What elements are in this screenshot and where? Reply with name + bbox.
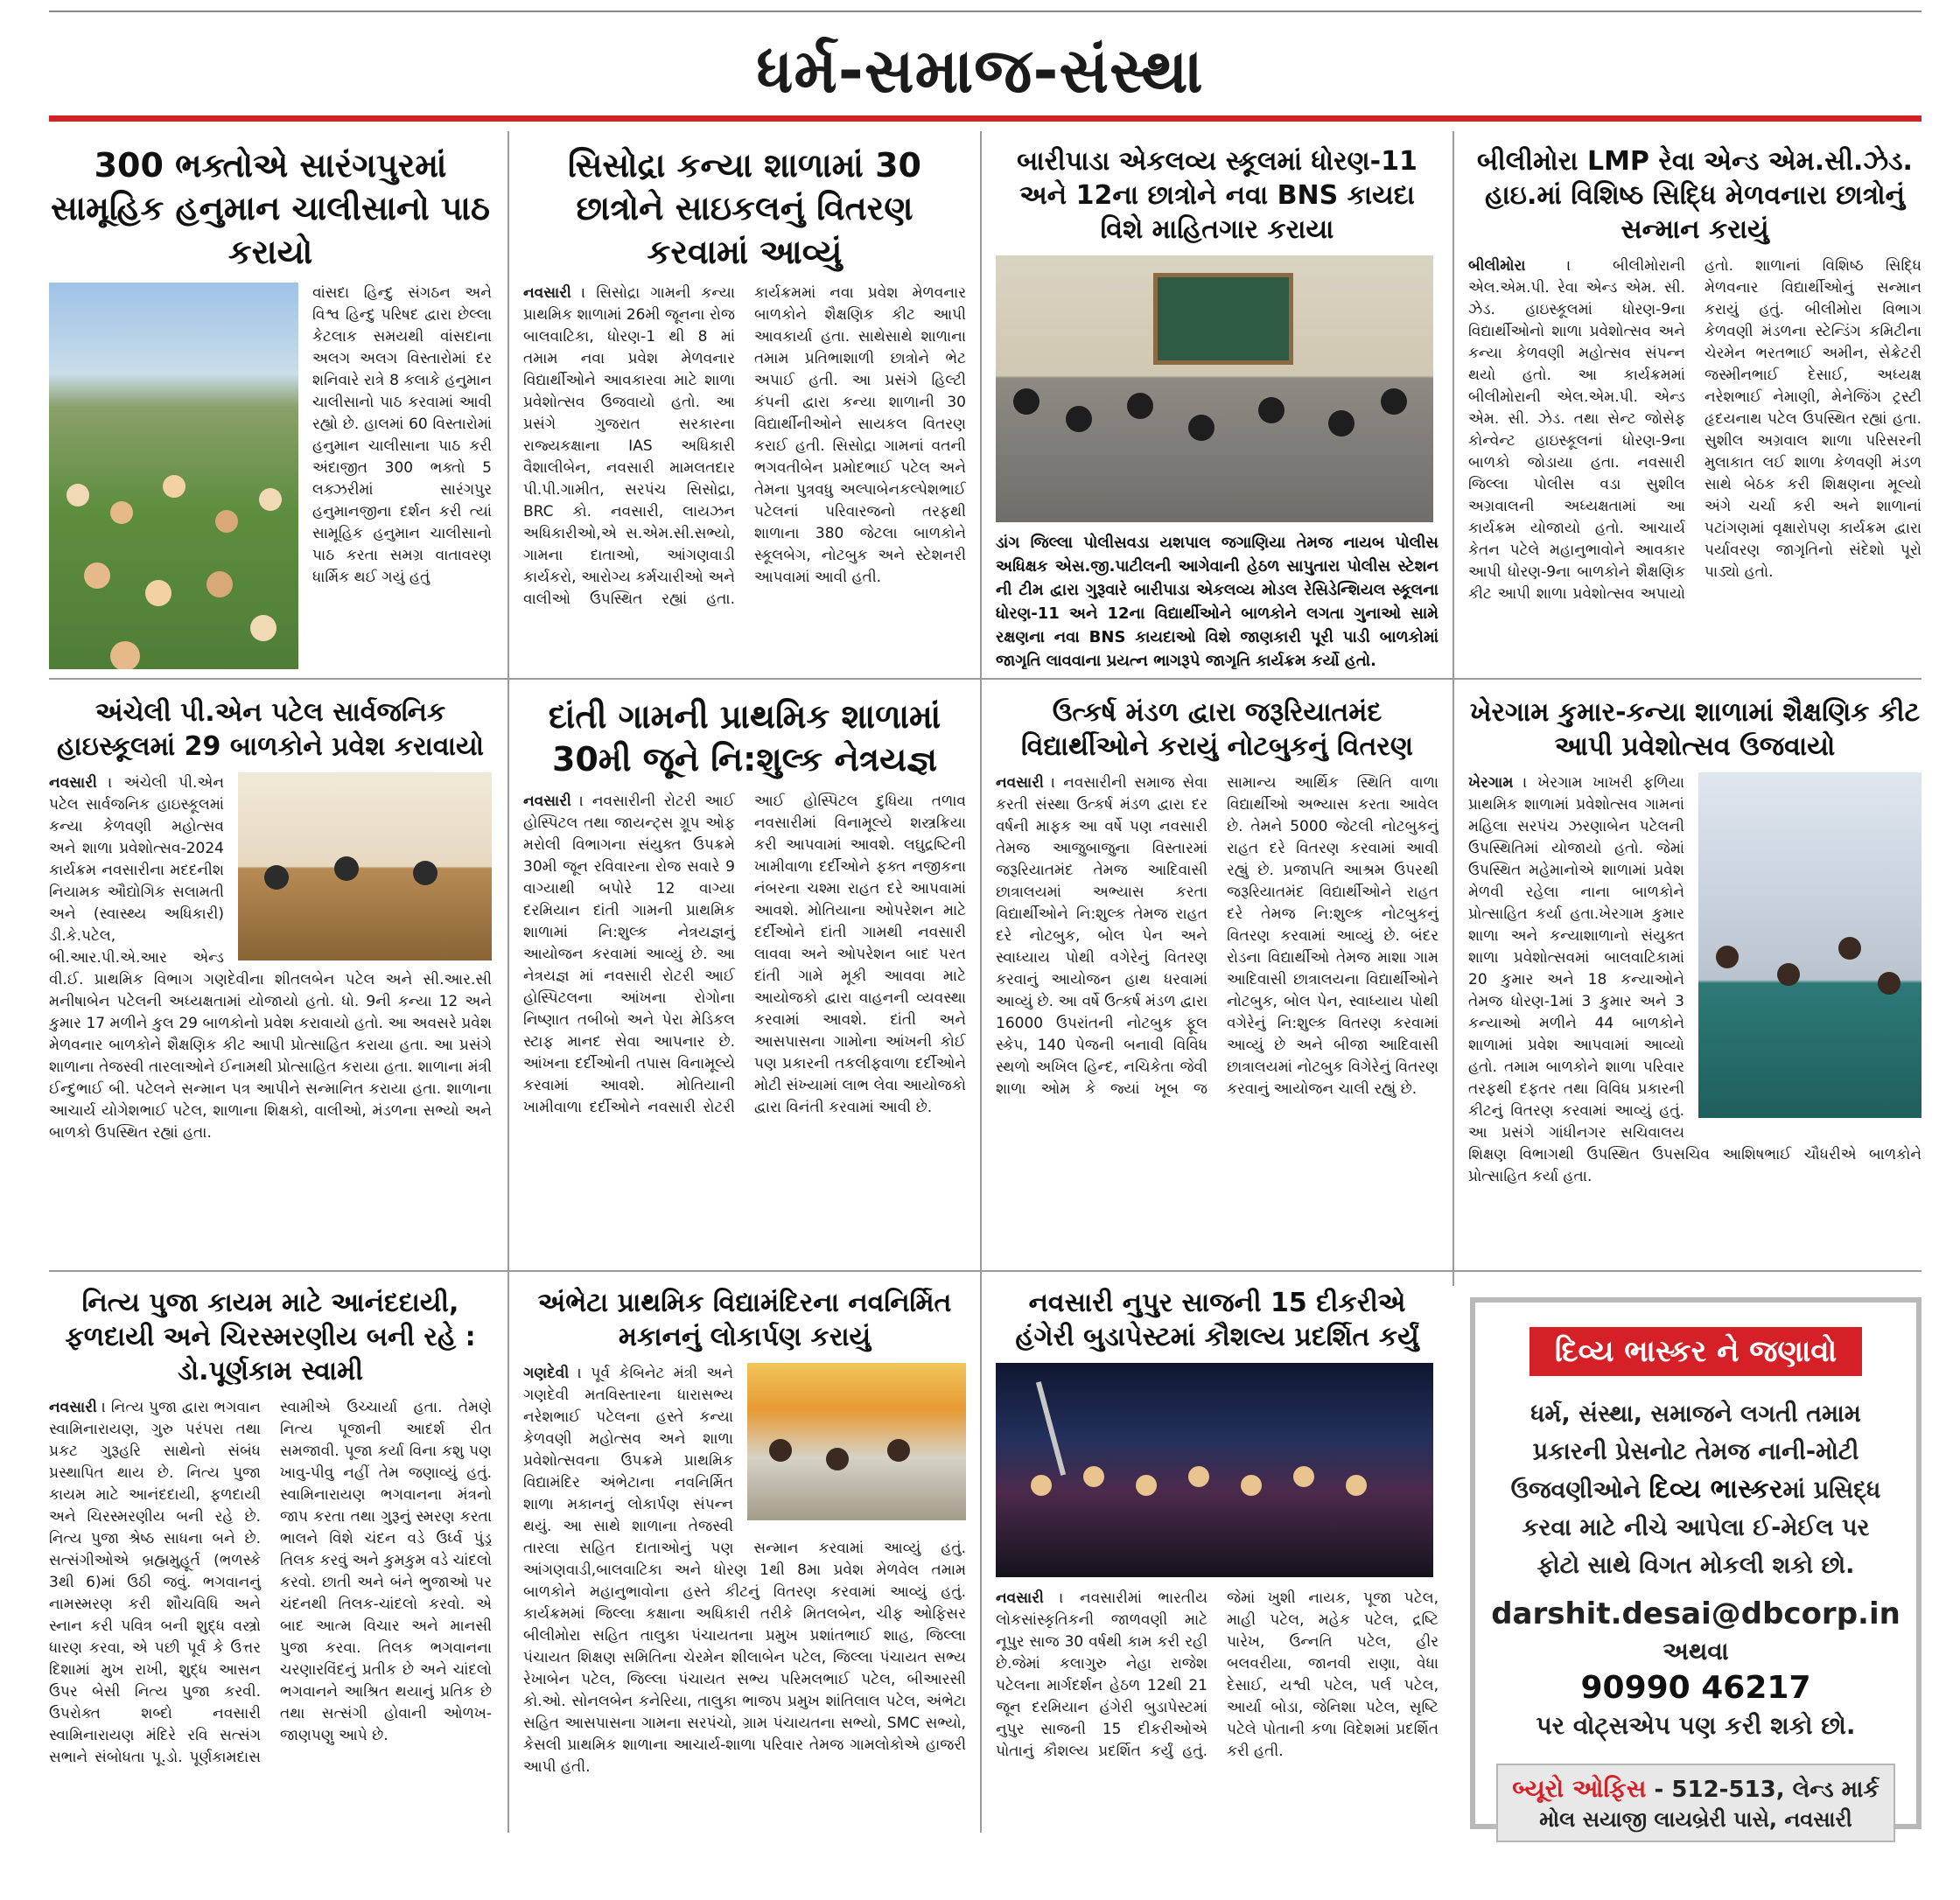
dateline: નવસારી: [523, 792, 571, 810]
article-text: નવસારીની સમાજ સેવા કરતી સંસ્થા ઉત્કર્ષ મંડળ દ્વારા દર વર્ષની માફક આ વર્ષે પણ નવસારી તેમજ આજુબાજુના વિસ્તારમાં જરૂરિયાતમંદ તેમજ આદિવાસી છાત્રાલયમાં અભ્યાસ કરતા વિદ્યાર્થીઓને નિ:શુલ્ક તેમજ રાહત દરે નોટબુક, બોલ પેન અને સ્વાધ્યાય પોથી વગેરેનું વિતરણ કરવાનું આયોજન હાથ ધરવામાં આવ્યું છે. આ વર્ષે ઉત્કર્ષ મંડળ દ્વારા 16000 ઉપરાંતની નોટબુક ફૂલ સ્કેપ, 140 પેજની બનાવી વિવિધ સ્થળો અખિલ હિન્દ, નચિકેતા જેવી શાળા ઓમ કે જ્યાં ખૂબ જ સામાન્ય આર્થિક સ્થિતિ વાળા વિદ્યાર્થીઓ અભ્યાસ કરતા આવેલ છે. તેમને 5000 જેટલી નોટબુકનું રાહત દરે વિતરણ કરવામાં આવી રહ્યું છે. પ્રજાપતિ આશ્રમ ઉપરથી જરૂરિયાતમંદ વિદ્યાર્થીઓને રાહત દરે તેમજ નિ:શુલ્ક નોટબુકનું વિતરણ કરવામાં આવ્યું છે. બંદર રોડના વિદ્યાર્થીઓ તેમજ માશા ગામ આદિવાસી છાત્રાલયના વિદ્યાર્થીઓને નોટબુક, બોલ પેન, સ્વાધ્યાય પોથી વગેરેનું નિ:શુલ્ક વિતરણ કરવામાં આવ્યું છે અને બીજા આદિવાસી છાત્રાલયમાં નોટબુક વિગેરેનું વિતરણ કરવાનું આયોજન ચાલી રહ્યું છે.: [996, 774, 1438, 1098]
promo-text-1: ધર્મ, સંસ્થા, સમાજને લગતી તમામ પ્રકારની પ્રેસનોટ તેમજ નાની-મોટી ઉજવણીઓને: [1510, 1401, 1861, 1504]
article-body: ખેરગામ । ખેરગામ ખાખરી ફળિયા પ્રાથમિક શાળામાં પ્રવેશોત્સવ ગામનાં મહિલા સરપંચ ઝરણાબેન પટેલની ઉપસ્થિતિમાં યોજાયો હતો. જેમાં ઉપસ્થિત મહેમાનોએ શાળામાં પ્રવેશ મેળવી રહેલા નાના બાળકોને પ્રોત્સાહિત કર્યા હતા.ખેરગામ કુમાર શાળા અને કન્યાશાળાનો સંયુક્ત શાળા પ્રવેશોત્સવમાં બાલવાટિકામાં 20 કુમાર અને 18 કન્યાઓને તેમજ ધોરણ-1માં 3 કુમાર અને 3 કન્યાઓ મળીને 44 બાળકોને શાળામાં પ્રવેશ આપવામાં આવ્યો હતો. તમામ બાળકોને શાળા પરિવાર તરફથી દફતર તથા વિવિધ પ્રકારની કીટનું વિતરણ કરવામાં આવ્યું હતું. આ પ્રસંગે ગાંધીનગર સચિવાલય શિક્ષણ વિભાગથી ઉપસ્થિત ઉપસચિવ આશિષભાઈ ચૌધરીએ બાળકોને પ્રોત્સાહિત કર્યા હતા.: [1468, 774, 1922, 1185]
row-rule: [49, 678, 1922, 680]
article-text: પૂર્વ કેબિનેટ મંત્રી અને ગણદેવી મતવિસ્તારના ધારાસભ્ય નરેશભાઈ પટેલના હસ્તે કન્યા કેળવણી મહોત્સવ અને શાળા પ્રવેશોત્સવના ઉપક્રમે પ્રાથમિક વિદ્યામંદિર અંભેટાના નવનિર્મિત શાળા મકાનનું લોકાર્પણ સંપન્ન થયું. આ સાથે શાળાના તેજસ્વી તારલા સહિત દાતાઓનું પણ સન્માન કરવામાં આવ્યું હતું. આંગણવાડી,બાલવાટિકા અને ધોરણ 1થી 8મા પ્રવેશ મેળવેલ તમામ બાળકોને મહાનુભાવોના હસ્તે કીટનું વિતરણ કરવામાં આવ્યું હતું. કાર્યક્રમમાં જિલ્લા કક્ષાના અધિકારી તરીકે મિતલબેન, ચીફ ઓફિસર બીલીમોરા સહિત તાલુકા પંચાયતના પ્રમુખ પ્રશાંતભાઈ શાહ, જિલ્લા પંચાયત શિક્ષણ સમિતિના ચેરમેન શીલાબેન પટેલ, જિલ્લા પંચાયત સભ્ય રેખાબેન પટેલ, જિલ્લા પંચાયત સભ્ય પરિમલભાઈ પટેલ, બીઆરસી કો.ઓ. સોનલબેન કનેરિયા, તાલુકા ભાજપ પ્રમુખ શાંતિલાલ પટેલ, અંભેટા સહિત આસપાસના ગામના સરપંચો, ગ્રામ પંચાયતના સભ્યો, SMC સભ્યો, કેસલી પ્રાથમિક શાળાના આચાર્ય-શાળા પરિવાર તેમજ ગામલોકોએ હાજરી આપી હતી.: [523, 1365, 966, 1776]
article-body: વાંસદા હિન્દુ સંગઠન અને વિશ્વ હિન્દુ પરિષદ દ્વારા છેલ્લા કેટલાક સમયથી વાંસદાના અલગ અલગ વિસ્તારોમાં દર શનિવારે રાત્રે 8 કલાકે હનુમાન ચાલીસાનો પાઠ કરવામાં આવી રહ્યો છે. હાલમાં 60 વિસ્તારોમાં હનુમાન ચાલીસાના પાઠ કરી અંદાજીત 300 ભક્તો 5 લક્ઝરીમાં સારંગપુર હનુમાનજીના દર્શન કરી ત્યાં સામૂહિક હનુમાન ચાલીસાનો પાઠ કરતા સમગ્ર વાતાવરણ ધાર્મિક થઈ ગયું હતું: [312, 284, 492, 587]
article-headline: બીલીમોરા LMP રેવા એન્ડ એમ.સી.ઝેડ. હાઇ.માં વિશિષ્ઠ સિદ્ધિ મેળવનારા છાત્રોનું સન્માન કરાયું: [1477, 146, 1913, 245]
article-text: નવસારીની રોટરી આઈ હોસ્પિટલ તથા જાયન્ટ્સ ગ્રૂપ ઓફ મરોલી વિભાગના સંયુક્ત ઉપક્રમે 30મી જૂન રવિવારના રોજ સવારે 9 વાગ્યાથી બપોરે 12 વાગ્યા દરમિયાન દાંતી ગામની પ્રાથમિક શાળામાં નિ:શુલ્ક નેત્રયજ્ઞનું આયોજન કરવામાં આવ્યું છે. આ નેત્રયજ્ઞ માં નવસારી રોટરી આઈ હોસ્પિટલના આંખના રોગોના નિષ્ણાત તબીબો અને પેરા મેડિકલ સ્ટાફ માનદ સેવા આપનાર છે. આંખના દર્દીઓની તપાસ વિનામૂલ્યે કરવામાં આવશે. મોતિયાની ખામીવાળા દર્દીઓને નવસારી રોટરી આઈ હોસ્પિટલ દુધિયા તળાવ નવસારીમાં વિનામૂલ્યે શસ્ત્રક્રિયા કરી આપવામાં આવશે. લઘુદ્રષ્ટિની ખામીવાળા દર્દીઓને ફક્ત નજીકના નંબરના ચશ્મા રાહત દરે આપવામાં આવશે. મોતિયાના ઓપરેશન માટે દર્દીઓને દાંતી ગામથી નવસારી લાવવા અને ઓપરેશન બાદ પરત દાંતી ગામે મૂકી આવવા માટે આયોજકો દ્વારા વાહનની વ્યવસ્થા કરવામાં આવશે. દાંતી અને આસપાસના ગામોના આંખની કોઈ પણ પ્રકારની તકલીફવાળા દર્દીઓને મોટી સંખ્યામાં લાભ લેવા આયોજકો દ્વારા વિનંતી કરવામાં આવી છે.: [523, 792, 966, 1116]
promo-whatsapp: પર વોટ્સએપ પણ કરી શકો છો.: [1536, 1711, 1856, 1740]
article-headline: દાંતી ગામની પ્રાથમિક શાળામાં 30મી જૂને નિ:શુલ્ક નેત્રયજ્ઞ: [548, 697, 942, 779]
section-title: ધર્મ-સમાજ-સંસ્થા: [756, 35, 1204, 107]
article-photo: [49, 283, 298, 669]
article-danti: [523, 695, 966, 1260]
column-rule: [1452, 131, 1454, 1286]
article-headline: 300 ભક્તોએ સારંગપુરમાં સામૂહિક હનુમાન ચાલીસાનો પાઠ કરાયો: [50, 146, 491, 271]
article-photo: [747, 1363, 966, 1520]
article-nitya-puja: [49, 1286, 492, 1846]
article-headline: નિત્ય પુજા કાયમ માટે આનંદદાયી, ફળદાયી અને ચિરસ્મરણીય બની રહે : ડો.પૂર્ણકામ સ્વામી: [65, 1288, 476, 1387]
article-body: નવસારી । સિસોદ્રા ગામની કન્યા પ્રાથમિક શાળામાં 26મી જૂનના રોજ બાલવાટિકા, ધોરણ-1 થી 8 માં તમામ નવા પ્રવેશ મેળવનાર વિદ્યાર્થીઓને આવકારવા માટે શાળા પ્રવેશોત્સવ ઉજવાયો હતો. આ પ્રસંગે ગુજરાત સરકારના રાજ્યકક્ષાના IAS અધિકારી વૈશાલીબેન, નવસારી મામલતદાર પી.પી.ગામીત, સરપંચ સિસોદ્રા, BRC કો. નવસારી, લાયઝન અધિકારીઓ,એ સ.એમ.સી.સભ્યો, ગામના દાતાઓ, આંગણવાડી કાર્યકરો, આરોગ્ય કર્મચારીઓ અને વાલીઓ ઉપસ્થિત રહ્યાં હતા. કાર્યક્રમમાં નવા પ્રવેશ મેળવનાર બાળકોને શૈક્ષણિક કીટ આપી આવકાર્યા હતા. સાથેસાથે શાળાના તમામ પ્રતિભાશાળી છાત્રોને ભેટ અપાઈ હતી. આ પ્રસંગે હિલ્ટી કંપની દ્વારા કન્યા શાળાની 30 વિદ્યાર્થીનીઓને સાયકલ વિતરણ કરાઈ હતી. સિસોદ્રા ગામનાં વતની ભગવતીબેન પ્રમોદભાઈ પટેલ અને તેમના પુત્રવધુ અલ્પાબેનકલ્પેશભાઈ પટેલનાં પરિવારજનો તરફથી શાળાના 380 જેટલા બાળકોને સ્કૂલબેગ, નોટબુક અને સ્ટેશનરી આપવામાં આવી હતી.: [523, 284, 966, 609]
article-headline: અંભેટા પ્રાથમિક વિદ્યામંદિરના નવનિર્મિત મકાનનું લોકાર્પણ કરાયું: [537, 1288, 952, 1352]
promo-brand: દિવ્ય ભાસ્કર: [1648, 1474, 1783, 1505]
event-figures: [747, 1426, 966, 1520]
article-body: નવસારી । અંચેલી પી.એન પટેલ સાર્વજનિક હાઇસ્કૂલમાં કન્યા કેળવણી મહોત્સવ અને શાળા પ્રવેશોત્સવ-2024 કાર્યક્રમ નવસારીના મદદનીશ નિયામક ઔદ્યોગિક સલામતી અને (સ્વાસ્થ્ય અધિકારી) ડી.કે.પટેલ, બી.આર.પી.એ.આર એન્ડ વી.ઈ. પ્રાથમિક વિભાગ ગણદેવીના શીતલબેન પટેલ અને સી.આર.સી મનીષાબેન પટેલની અધ્યક્ષતામાં યોજાયો હતો. ધો. 9ની કન્યા 12 અને કુમાર 17 મળીને કુલ 29 બાળકોનો પ્રવેશ કરાવાયો હતો. આ અવસરે પ્રવેશ મેળવનાર બાળકોને શૈક્ષણિક કીટ આપી પ્રોત્સાહિત કરાયા હતા. આ પ્રસંગે શાળાના તેજસ્વી તારલાઓને ઈનામથી પ્રોત્સાહિત કરાયા હતા. શાળાના મંત્રી ઈન્દુભાઈ બી. પટેલને સન્માન પત્ર આપીને સન્માનિત કરાયા હતા. શાળાના આચાર્ય યોગેશભાઈ પટેલ, શાળાના શિક્ષકો, વાલીઓ, મંડળના સભ્યો અને બાળકો ઉપસ્થિત રહ્યાં હતા.: [49, 774, 492, 1142]
article-body: બીલીમોરા । બીલીમોરાની એલ.એમ.પી. રેવા એન્ડ એમ. સી. ઝેડ. હાઇસ્કૂલમાં ધોરણ-9ના વિદ્યાર્થીઓનો શાળા પ્રવેશોત્સવ અને કન્યા કેળવણી મહોત્સવ સંપન્ન થયો હતો. આ કાર્યક્રમમાં બીલીમોરાની એલ.એમ.પી. એન્ડ એમ. સી. ઝેડ. તથા સેન્ટ જોસેફ કોન્વેન્ટ હાઇસ્કૂલનાં ધોરણ-9ના બાળકો જોડાયા હતા. નવસારી જિલ્લા પોલીસ વડા સુશીલ અગ્રવાલની અધ્યક્ષતામાં આ કાર્યક્રમ યોજાયો હતો. આચાર્ય કેતન પટેલે મહાનુભાવોને આવકાર આપી ધોરણ-9ના બાળકોને શૈક્ષણિક કીટ આપી શાળા પ્રવેશોત્સવ અપાયો હતો. શાળાનાં વિશિષ્ઠ સિદ્ધિ મેળવનાર વિદ્યાર્થીઓનું સન્માન કરાયું હતું. બીલીમોરા વિભાગ કેળવણી મંડળના સ્ટેન્ડિંગ કમિટીના ચેરમેન ભરતભાઈ અમીન, સેક્રેટરી જસ્મીનભાઈ દેસાઈ, અધ્યક્ષ નરેશભાઈ નેમાણી, મેનેજિંગ ટ્રસ્ટી હૃદયનાથ પટેલ ઉપસ્થિત રહ્યાં હતા. સુશીલ અગ્રવાલ શાળા પરિસરની મુલાકાત લઈ શાળા કેળવણી મંડળ સાથે બેઠક કરી શિક્ષણના મૂલ્યો અંગે ચર્ચા કરી અને શાળાનાં પટાંગણમાં વૃક્ષારોપણ કાર્યક્રમ દ્વારા પર્યાવરણ જાગૃતિનો સંદેશો પૂરો પાડ્યો હતો.: [1468, 257, 1922, 603]
dateline: ગણદેવી: [523, 1365, 570, 1382]
dateline: નવસારી: [996, 1589, 1044, 1607]
promo-or: અથવા: [1662, 1637, 1729, 1666]
promo-phone[interactable]: 90990 46217: [1580, 1670, 1811, 1706]
crowd-figures: [49, 449, 298, 669]
promo-text: [1502, 1395, 1890, 1584]
article-nupur-saaj: [996, 1286, 1438, 1846]
bureau-line-2: મોલ સયાજી લાયબ્રેરી પાસે, નવસારી: [1539, 1807, 1852, 1832]
article-text: અંચેલી પી.એન પટેલ સાર્વજનિક હાઇસ્કૂલમાં કન્યા કેળવણી મહોત્સવ અને શાળા પ્રવેશોત્સવ-2024 કાર્યક્રમ નવસારીના મદદનીશ નિયામક ઔદ્યોગિક સલામતી અને (સ્વાસ્થ્ય અધિકારી) ડી.કે.પટેલ, બી.આર.પી.એ.આર એન્ડ વી.ઈ. પ્રાથમિક વિભાગ ગણદેવીના શીતલબેન પટેલ અને સી.આર.સી મનીષાબેન પટેલની અધ્યક્ષતામાં યોજાયો હતો. ધો. 9ની કન્યા 12 અને કુમાર 17 મળીને કુલ 29 બાળકોનો પ્રવેશ કરાવાયો હતો. આ અવસરે પ્રવેશ મેળવનાર બાળકોને શૈક્ષણિક કીટ આપી પ્રોત્સાહિત કરાયા હતા. આ પ્રસંગે શાળાના તેજસ્વી તારલાઓને ઈનામથી પ્રોત્સાહિત કરાયા હતા. શાળાના મંત્રી ઈન્દુભાઈ બી. પટેલને સન્માન પત્ર આપીને સન્માનિત કરાયા હતા. શાળાના આચાર્ય યોગેશભાઈ પટેલ, શાળાના શિક્ષકો, વાલીઓ, મંડળના સભ્યો અને બાળકો ઉપસ્થિત રહ્યાં હતા.: [49, 774, 492, 1142]
article-body: નવસારી । નવસારીની સમાજ સેવા કરતી સંસ્થા ઉત્કર્ષ મંડળ દ્વારા દર વર્ષની માફક આ વર્ષે પણ નવસારી તેમજ આજુબાજુના વિસ્તારમાં જરૂરિયાતમંદ તેમજ આદિવાસી છાત્રાલયમાં અભ્યાસ કરતા વિદ્યાર્થીઓને નિ:શુલ્ક તેમજ રાહત દરે નોટબુક, બોલ પેન અને સ્વાધ્યાય પોથી વગેરેનું વિતરણ કરવાનું આયોજન હાથ ધરવામાં આવ્યું છે. આ વર્ષે ઉત્કર્ષ મંડળ દ્વારા 16000 ઉપરાંતની નોટબુક ફૂલ સ્કેપ, 140 પેજની બનાવી વિવિધ સ્થળો અખિલ હિન્દ, નચિકેતા જેવી શાળા ઓમ કે જ્યાં ખૂબ જ સામાન્ય આર્થિક સ્થિતિ વાળા વિદ્યાર્થીઓ અભ્યાસ કરતા આવેલ છે. તેમને 5000 જેટલી નોટબુકનું રાહત દરે વિતરણ કરવામાં આવી રહ્યું છે. પ્રજાપતિ આશ્રમ ઉપરથી જરૂરિયાતમંદ વિદ્યાર્થીઓને રાહત દરે તેમજ નિ:શુલ્ક નોટબુકનું વિતરણ કરવામાં આવ્યું છે. બંદર રોડના વિદ્યાર્થીઓ તેમજ માશા ગામ આદિવાસી છાત્રાલયના વિદ્યાર્થીઓને નોટબુક, બોલ પેન, સ્વાધ્યાય પોથી વગેરેનું નિ:શુલ્ક વિતરણ કરવામાં આવ્યું છે અને બીજા આદિવાસી છાત્રાલયમાં નોટબુક વિગેરેનું વિતરણ કરવાનું આયોજન ચાલી રહ્યું છે.: [996, 774, 1438, 1098]
promo-title: દિવ્ય ભાસ્કર ને જણાવો: [1530, 1327, 1862, 1376]
article-photo: [996, 1363, 1433, 1577]
hall-figures: [238, 848, 492, 960]
article-ambheta: [523, 1286, 966, 1846]
submission-promo: [1470, 1297, 1922, 1832]
article-ancheli: [49, 695, 492, 1260]
article-text: નિત્ય પુજા દ્વારા ભગવાન સ્વામિનારાયણ, ગુરુ પરંપરા તથા પ્રકટ ગુરૂહરિ સાથેનો સંબંધ પ્રસ્થાપિત થાય છે. નિત્ય પુજા કાયમ માટે આનંદદાયી, ફળદાયી અને ચિરસ્મરણીય બની રહે છે. નિત્ય પુજા શ્રેષ્ઠ સાધના બને છે. સત્સંગીઓએ બ્રહ્મમુહૂર્ત (ભળસ્કે 3થી 6)માં ઉઠી જવું. ભગવાનનું નામસ્મરણ કરી શૌચવિધિ અને સ્નાન કરી પવિત્ર બની શુદ્ધ વસ્ત્રો ધારણ કરવા, એ પછી પૂર્વ કે ઉત્તર દિશામાં મુખ રાખી, શુદ્ધ આસન ઉપર બેસી નિત્ય પુજા કરવી. ઉપરોક્ત શબ્દો નવસારી સ્વામિનારાયણ મંદિરે રવિ સત્સંગ સભાને સંબોધતા પૂ.ડો. પૂર્ણકામદાસ સ્વામીએ ઉચ્ચાર્યા હતા. તેમણે નિત્ય પૂજાની આદર્શ રીત સમજાવી. પૂજા કર્યા વિના કશુ પણ ખાવુ-પીવુ નહીં તેમ જણાવ્યું હતું. સ્વામિનારાયણ ભગવાનના મંત્રનો જાપ કરતા તથા ગુરૂનું સ્મરણ કરતા ભાલને વિશે ચંદન વડે ઉર્ધ્વ પુંડ્ર તિલક કરવું અને કુમકુમ વડે ચાંદલો કરવો. છાતી અને બંને ભુજાઓ પર ચંદનથી તિલક-ચાંદલો કરવો. એ બાદ આત્મ વિચાર અને માનસી પુજા કરવા. તિલક ભગવાનના ચરણારવિંદનું પ્રતીક છે અને ચાંદલો ભગવાનને આશ્રિત થયાનું પ્રતિક છે તથા સત્સંગી હોવાની ઓળખ-જાણપણુ આપે છે.: [49, 1399, 492, 1766]
article-headline: ઉત્કર્ષ મંડળ દ્વારા જરૂરિયાતમંદ વિદ્યાર્થીઓને કરાયું નોટબુકનું વિતરણ: [1020, 697, 1414, 762]
bureau-address-1: - 512-513, લેન્ડ માર્ક: [1654, 1777, 1880, 1803]
article-body: નવસારી । નવસારીની રોટરી આઈ હોસ્પિટલ તથા જાયન્ટ્સ ગ્રૂપ ઓફ મરોલી વિભાગના સંયુક્ત ઉપક્રમે 30મી જૂન રવિવારના રોજ સવારે 9 વાગ્યાથી બપોરે 12 વાગ્યા દરમિયાન દાંતી ગામની પ્રાથમિક શાળામાં નિ:શુલ્ક નેત્રયજ્ઞનું આયોજન કરવામાં આવ્યું છે. આ નેત્રયજ્ઞ માં નવસારી રોટરી આઈ હોસ્પિટલના આંખના રોગોના નિષ્ણાત તબીબો અને પેરા મેડિકલ સ્ટાફ માનદ સેવા આપનાર છે. આંખના દર્દીઓની તપાસ વિનામૂલ્યે કરવામાં આવશે. મોતિયાની ખામીવાળા દર્દીઓને નવસારી રોટરી આઈ હોસ્પિટલ દુધિયા તળાવ નવસારીમાં વિનામૂલ્યે શસ્ત્રક્રિયા કરી આપવામાં આવશે. લઘુદ્રષ્ટિની ખામીવાળા દર્દીઓને ફક્ત નજીકના નંબરના ચશ્મા રાહત દરે આપવામાં આવશે. મોતિયાના ઓપરેશન માટે દર્દીઓને દાંતી ગામથી નવસારી લાવવા અને ઓપરેશન બાદ પરત દાંતી ગામે મૂકી આવવા માટે આયોજકો દ્વારા વાહનની વ્યવસ્થા કરવામાં આવશે. દાંતી અને આસપાસના ગામોના આંખની કોઈ પણ પ્રકારની તકલીફવાળા દર્દીઓને મોટી સંખ્યામાં લાભ લેવા આયોજકો દ્વારા વિનંતી કરવામાં આવી છે.: [523, 792, 966, 1116]
article-headline: ખેરગામ કુમાર-કન્યા શાળામાં શૈક્ષણિક કીટ આપી પ્રવેશોત્સવ ઉજવાયો: [1469, 697, 1921, 762]
dateline: બીલીમોરા: [1468, 257, 1526, 275]
article-utkarsh: [996, 695, 1438, 1260]
article-headline: નવસારી નુપુર સાજની 15 દીકરીએ હંગેરી બુડાપેસ્ટમાં કૌશલ્ય પ્રદર્શિત કર્યું: [1015, 1288, 1419, 1352]
dateline: નવસારી: [523, 284, 571, 303]
article-photo: [996, 255, 1433, 522]
article-text: ખેરગામ ખાખરી ફળિયા પ્રાથમિક શાળામાં પ્રવેશોત્સવ ગામનાં મહિલા સરપંચ ઝરણાબેન પટેલની ઉપસ્થિતિમાં યોજાયો હતો. જેમાં ઉપસ્થિત મહેમાનોએ શાળામાં પ્રવેશ મેળવી રહેલા નાના બાળકોને પ્રોત્સાહિત કર્યા હતા.ખેરગામ કુમાર શાળા અને કન્યાશાળાનો સંયુક્ત શાળા પ્રવેશોત્સવમાં બાલવાટિકામાં 20 કુમાર અને 18 કન્યાઓને તેમજ ધોરણ-1માં 3 કુમાર અને 3 કન્યાઓ મળીને 44 બાળકોને શાળામાં પ્રવેશ આપવામાં આવ્યો હતો. તમામ બાળકોને શાળા પરિવાર તરફથી દફતર તથા વિવિધ પ્રકારની કીટનું વિતરણ કરવામાં આવ્યું હતું. આ પ્રસંગે ગાંધીનગર સચિવાલય શિક્ષણ વિભાગથી ઉપસ્થિત ઉપસચિવ આશિષભાઈ ચૌધરીએ બાળકોને પ્રોત્સાહિત કર્યા હતા.: [1468, 774, 1922, 1185]
bureau-label: બ્યૂરો ઓફિસ: [1512, 1774, 1647, 1803]
blackboard: [1153, 273, 1293, 365]
promo-email[interactable]: darshit.desai@dbcorp.in: [1491, 1596, 1900, 1631]
dateline: ખેરગામ: [1468, 774, 1514, 792]
bureau-line-1: [1503, 1774, 1888, 1804]
article-headline: અંચેલી પી.એન પટેલ સાર્વજનિક હાઇસ્કૂલમાં 29 બાળકોને પ્રવેશ કરાવાયો: [56, 697, 485, 762]
column-rule: [508, 131, 509, 1833]
article-headline: બારીપાડા એકલવ્ય સ્કૂલમાં ધોરણ-11 અને 12ના છાત્રોને નવા BNS કાયદા વિશે માહિતગાર કરાયા: [1017, 146, 1418, 245]
article-text: નવસારીમાં ભારતીય લોકસાંસ્કૃતિકની જાળવણી માટે નૂપુર સાજ 30 વર્ષથી કામ કરી રહી છે.જેમાં કલાગુરુ નેહા રાજેશ પટેલના માર્ગદર્શન હેઠળ 12થી 21 જૂન દરમિયાન હંગેરી બુડાપેસ્ટમાં નુપુર સાજની 15 દીકરીઓએ પોતાનું કૌશલ્ય પ્રદર્શિત કર્યું હતું. જેમાં ખુશી નાયક, પૂજા પટેલ, માહી પટેલ, મહેક પટેલ, દ્રષ્ટિ પારેખ, ઉન્નતિ પટેલ, હીર બલવરીયા, જાનવી રાણા, વેધા દેસાઈ, યશ્વી પટેલ, પર્લ પટેલ, આર્યા બોડા, જેનિશા પટેલ, સૃષ્ટિ પટેલે પોતાની કળા વિદેશમાં પ્રદર્શિત કરી હતી.: [996, 1589, 1438, 1760]
dateline: નવસારી: [996, 774, 1044, 792]
row-rule: [49, 1270, 1922, 1272]
article-bilimora: [1468, 144, 1922, 669]
dancer-figures: [996, 1449, 1433, 1577]
article-body: નવસારી । નિત્ય પુજા દ્વારા ભગવાન સ્વામિનારાયણ, ગુરુ પરંપરા તથા પ્રકટ ગુરૂહરિ સાથેનો સંબંધ પ્રસ્થાપિત થાય છે. નિત્ય પુજા કાયમ માટે આનંદદાયી, ફળદાયી અને ચિરસ્મરણીય બની રહે છે. નિત્ય પુજા શ્રેષ્ઠ સાધના બને છે. સત્સંગીઓએ બ્રહ્મમુહૂર્ત (ભળસ્કે 3થી 6)માં ઉઠી જવું. ભગવાનનું નામસ્મરણ કરી શૌચવિધિ અને સ્નાન કરી પવિત્ર બની શુદ્ધ વસ્ત્રો ધારણ કરવા, એ પછી પૂર્વ કે ઉત્તર દિશામાં મુખ રાખી, શુદ્ધ આસન ઉપર બેસી નિત્ય પુજા કરવી. ઉપરોક્ત શબ્દો નવસારી સ્વામિનારાયણ મંદિરે રવિ સત્સંગ સભાને સંબોધતા પૂ.ડો. પૂર્ણકામદાસ સ્વામીએ ઉચ્ચાર્યા હતા. તેમણે નિત્ય પૂજાની આદર્શ રીત સમજાવી. પૂજા કર્યા વિના કશુ પણ ખાવુ-પીવુ નહીં તેમ જણાવ્યું હતું. સ્વામિનારાયણ ભગવાનના મંત્રનો જાપ કરતા તથા ગુરૂનું સ્મરણ કરતા ભાલને વિશે ચંદન વડે ઉર્ધ્વ પુંડ્ર તિલક કરવું અને કુમકુમ વડે ચાંદલો કરવો. છાતી અને બંને ભુજાઓ પર ચંદનથી તિલક-ચાંદલો કરવો. એ બાદ આત્મ વિચાર અને માનસી પુજા કરવા. તિલક ભગવાનના ચરણારવિંદનું પ્રતીક છે અને ચાંદલો ભગવાનને આશ્રિત થયાનું પ્રતિક છે તથા સત્સંગી હોવાની ઓળખ-જાણપણુ આપે છે.: [49, 1399, 492, 1766]
article-headline: સિસોદ્રા કન્યા શાળામાં 30 છાત્રોને સાઇકલનું વિતરણ કરવામાં આવ્યું: [568, 146, 921, 271]
dateline: નવસારી: [49, 1399, 97, 1416]
article-sarangpur: [49, 144, 492, 669]
top-rule: [49, 10, 1922, 12]
article-body: ગણદેવી । પૂર્વ કેબિનેટ મંત્રી અને ગણદેવી મતવિસ્તારના ધારાસભ્ય નરેશભાઈ પટેલના હસ્તે કન્યા કેળવણી મહોત્સવ અને શાળા પ્રવેશોત્સવના ઉપક્રમે પ્રાથમિક વિદ્યામંદિર અંભેટાના નવનિર્મિત શાળા મકાનનું લોકાર્પણ સંપન્ન થયું. આ સાથે શાળાના તેજસ્વી તારલા સહિત દાતાઓનું પણ સન્માન કરવામાં આવ્યું હતું. આંગણવાડી,બાલવાટિકા અને ધોરણ 1થી 8મા પ્રવેશ મેળવેલ તમામ બાળકોને મહાનુભાવોના હસ્તે કીટનું વિતરણ કરવામાં આવ્યું હતું. કાર્યક્રમમાં જિલ્લા કક્ષાના અધિકારી તરીકે મિતલબેન, ચીફ ઓફિસર બીલીમોરા સહિત તાલુકા પંચાયતના પ્રમુખ પ્રશાંતભાઈ શાહ, જિલ્લા પંચાયત શિક્ષણ સમિતિના ચેરમેન શીલાબેન પટેલ, જિલ્લા પંચાયત સભ્ય રેખાબેન પટેલ, જિલ્લા પંચાયત સભ્ય પરિમલભાઈ પટેલ, બીઆરસી કો.ઓ. સોનલબેન કનેરિયા, તાલુકા ભાજપ પ્રમુખ શાંતિલાલ પટેલ, અંભેટા સહિત આસપાસના ગામના સરપંચો, ગ્રામ પંચાયતના સભ્યો, SMC સભ્યો, કેસલી પ્રાથમિક શાળાના આચાર્ય-શાળા પરિવાર તેમજ ગામલોકોએ હાજરી આપી હતી.: [523, 1365, 966, 1776]
photo-caption: ડાંગ જિલ્લા પોલીસવડા યશપાલ જગાણિયા તેમજ નાયબ પોલીસ અધિક્ષક એસ.જી.પાટીલની આગેવાની હેઠળ સાપુતારા પોલીસ સ્ટેશન ની ટીમ દ્વારા ગુરૂવારે બારીપાડા એકલવ્ય મોડલ રેસિડેન્શિયલ સ્કૂલના ધોરણ-11 અને 12ના વિદ્યાર્થીઓને બાળકોને લગતા ગુનાઓ સામે રક્ષણના નવા BNS કાયદાઓ વિશે જાણકારી પૂરી પાડી બાળકોમાં જાગૃતિ લાવવાના પ્રયત્ન ભાગરૂપે જાગૃતિ કાર્યક્રમ કર્યો હતો.: [996, 534, 1438, 669]
tent-figures: [1698, 911, 1922, 1118]
article-text: સિસોદ્રા ગામની કન્યા પ્રાથમિક શાળામાં 26મી જૂનના રોજ બાલવાટિકા, ધોરણ-1 થી 8 માં તમામ નવા પ્રવેશ મેળવનાર વિદ્યાર્થીઓને આવકારવા માટે શાળા પ્રવેશોત્સવ ઉજવાયો હતો. આ પ્રસંગે ગુજરાત સરકારના રાજ્યકક્ષાના IAS અધિકારી વૈશાલીબેન, નવસારી મામલતદાર પી.પી.ગામીત, સરપંચ સિસોદ્રા, BRC કો. નવસારી, લાયઝન અધિકારીઓ,એ સ.એમ.સી.સભ્યો, ગામના દાતાઓ, આંગણવાડી કાર્યકરો, આરોગ્ય કર્મચારીઓ અને વાલીઓ ઉપસ્થિત રહ્યાં હતા. કાર્યક્રમમાં નવા પ્રવેશ મેળવનાર બાળકોને શૈક્ષણિક કીટ આપી આવકાર્યા હતા. સાથેસાથે શાળાના તમામ પ્રતિભાશાળી છાત્રોને ભેટ અપાઈ હતી. આ પ્રસંગે હિલ્ટી કંપની દ્વારા કન્યા શાળાની 30 વિદ્યાર્થીનીઓને સાયકલ વિતરણ કરાઈ હતી. સિસોદ્રા ગામનાં વતની ભગવતીબેન પ્રમોદભાઈ પટેલ અને તેમના પુત્રવધુ અલ્પાબેનકલ્પેશભાઈ પટેલનાં પરિવારજનો તરફથી શાળાના 380 જેટલા બાળકોને સ્કૂલબેગ, નોટબુક અને સ્ટેશનરી આપવામાં આવી હતી.: [523, 284, 966, 609]
title-underline: [49, 115, 1922, 122]
classroom-figures: [996, 362, 1433, 522]
article-khergam: [1468, 695, 1922, 1260]
article-photo: [238, 772, 492, 960]
column-rule: [980, 131, 982, 1833]
article-body: નવસારી । નવસારીમાં ભારતીય લોકસાંસ્કૃતિકની જાળવણી માટે નૂપુર સાજ 30 વર્ષથી કામ કરી રહી છે.જેમાં કલાગુરુ નેહા રાજેશ પટેલના માર્ગદર્શન હેઠળ 12થી 21 જૂન દરમિયાન હંગેરી બુડાપેસ્ટમાં નુપુર સાજની 15 દીકરીઓએ પોતાનું કૌશલ્ય પ્રદર્શિત કર્યું હતું. જેમાં ખુશી નાયક, પૂજા પટેલ, માહી પટેલ, મહેક પટેલ, દ્રષ્ટિ પારેખ, ઉન્નતિ પટેલ, હીર બલવરીયા, જાનવી રાણા, વેધા દેસાઈ, યશ્વી પટેલ, પર્લ પટેલ, આર્યા બોડા, જેનિશા પટેલ, સૃષ્ટિ પટેલે પોતાની કળા વિદેશમાં પ્રદર્શિત કરી હતી.: [996, 1589, 1438, 1760]
dateline: નવસારી: [49, 774, 97, 792]
article-photo: [1698, 772, 1922, 1118]
article-sisodra: [523, 144, 966, 669]
bureau-office: [1496, 1764, 1895, 1842]
promo-text-2: માં પ્રસિદ્ધ કરવા માટે નીચે આપેલા ઈ-મેઈલ પર ફોટો સાથે વિગત મોકલી શકો છો.: [1522, 1477, 1881, 1579]
article-text: બીલીમોરાની એલ.એમ.પી. રેવા એન્ડ એમ. સી. ઝેડ. હાઇસ્કૂલમાં ધોરણ-9ના વિદ્યાર્થીઓનો શાળા પ્રવેશોત્સવ અને કન્યા કેળવણી મહોત્સવ સંપન્ન થયો હતો. આ કાર્યક્રમમાં બીલીમોરાની એલ.એમ.પી. એન્ડ એમ. સી. ઝેડ. તથા સેન્ટ જોસેફ કોન્વેન્ટ હાઇસ્કૂલનાં ધોરણ-9ના બાળકો જોડાયા હતા. નવસારી જિલ્લા પોલીસ વડા સુશીલ અગ્રવાલની અધ્યક્ષતામાં આ કાર્યક્રમ યોજાયો હતો. આચાર્ય કેતન પટેલે મહાનુભાવોને આવકાર આપી ધોરણ-9ના બાળકોને શૈક્ષણિક કીટ આપી શાળા પ્રવેશોત્સવ અપાયો હતો. શાળાનાં વિશિષ્ઠ સિદ્ધિ મેળવનાર વિદ્યાર્થીઓનું સન્માન કરાયું હતું. બીલીમોરા વિભાગ કેળવણી મંડળના સ્ટેન્ડિંગ કમિટીના ચેરમેન ભરતભાઈ અમીન, સેક્રેટરી જસ્મીનભાઈ દેસાઈ, અધ્યક્ષ નરેશભાઈ નેમાણી, મેનેજિંગ ટ્રસ્ટી હૃદયનાથ પટેલ ઉપસ્થિત રહ્યાં હતા. સુશીલ અગ્રવાલ શાળા પરિસરની મુલાકાત લઈ શાળા કેળવણી મંડળ સાથે બેઠક કરી શિક્ષણના મૂલ્યો અંગે ચર્ચા કરી અને શાળાનાં પટાંગણમાં વૃક્ષારોપણ કાર્યક્રમ દ્વારા પર્યાવરણ જાગૃતિનો સંદેશો પૂરો પાડ્યો હતો.: [1468, 257, 1922, 603]
article-baripada: [996, 144, 1438, 669]
